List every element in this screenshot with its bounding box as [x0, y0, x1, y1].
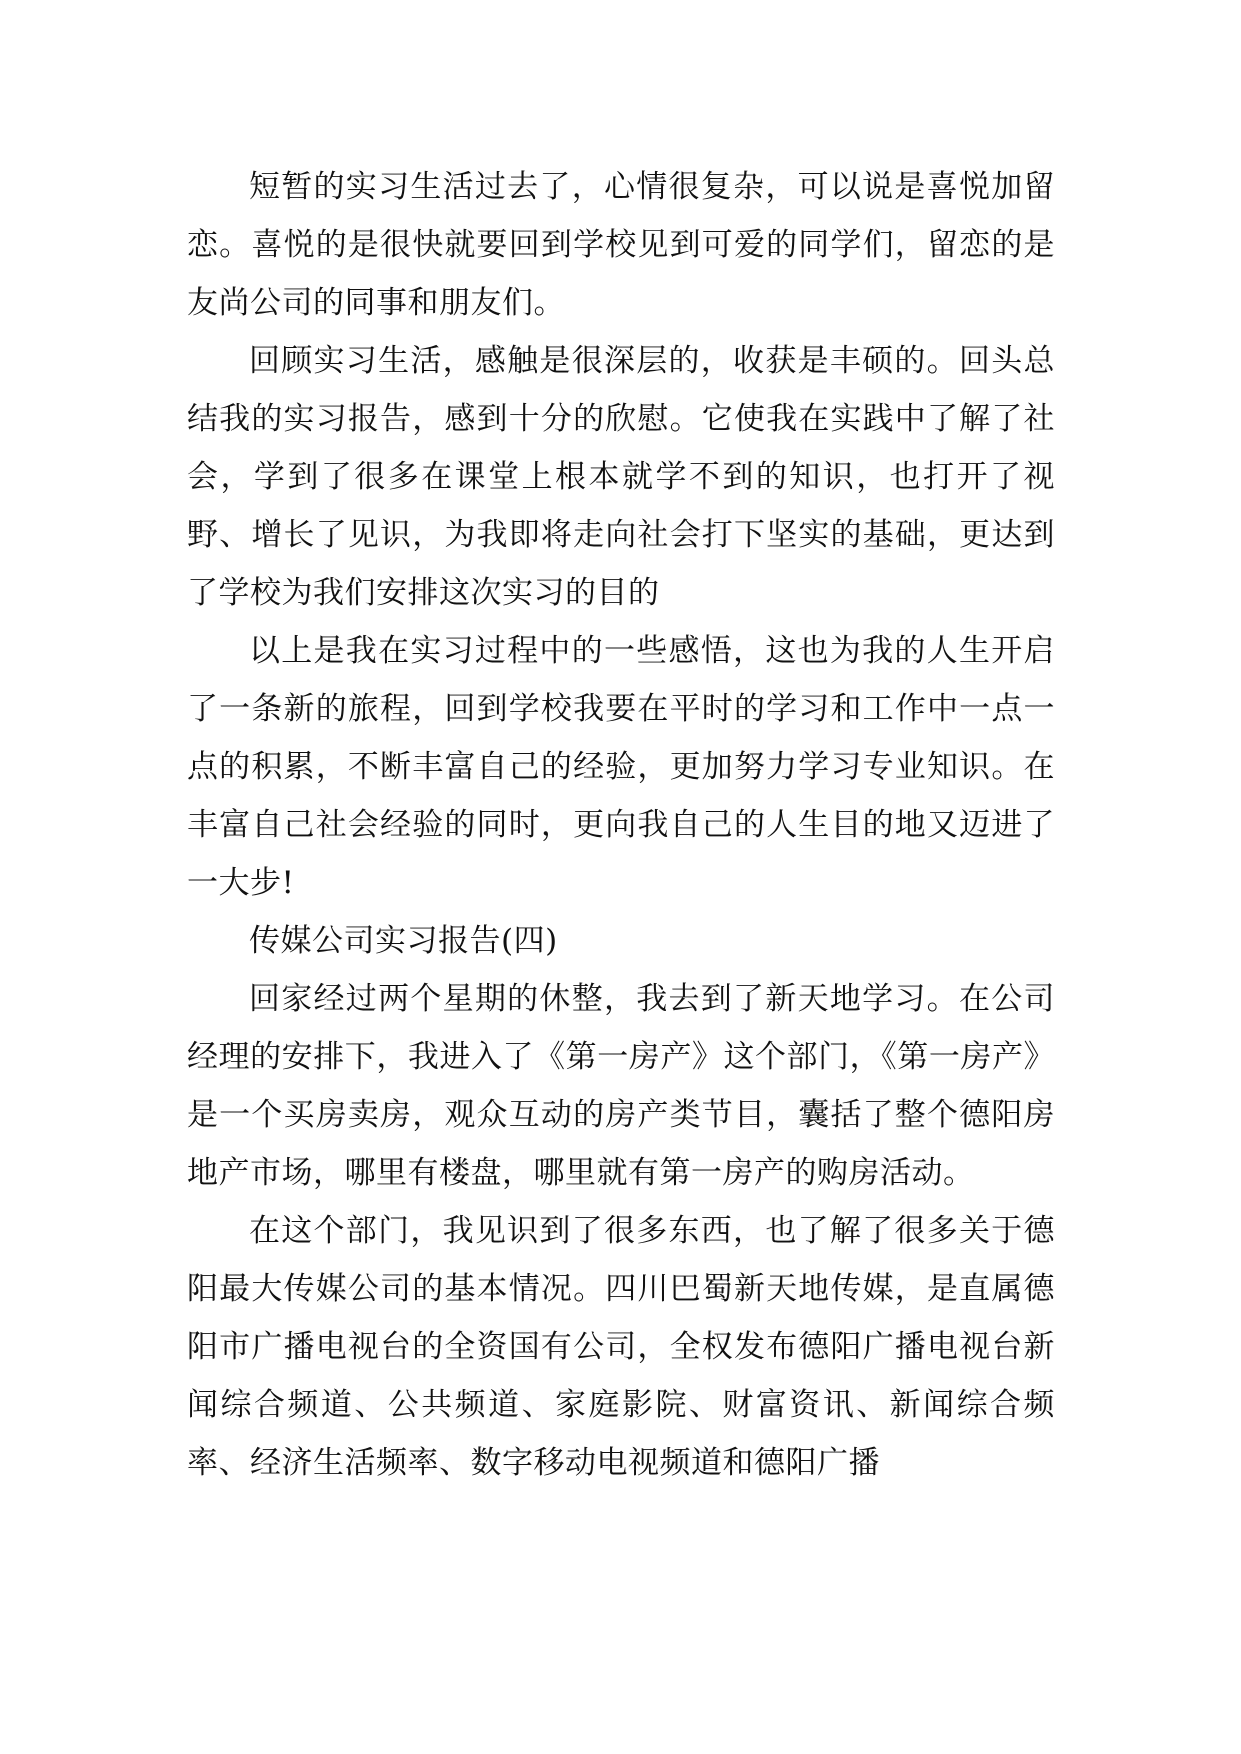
document-body	[187, 158, 1055, 1492]
paragraph-company-info: 在这个部门，我见识到了很多东西，也了解了很多关于德阳最大传媒公司的基本情况。四川巴蜀新天地传媒，是直属德阳市广播电视台的全资国有公司，全权发布德阳广播电视台新闻综合频道、公共频道、家庭影院、财富资讯、新闻综合频率、经济生活频率、数字移动电视频道和德阳广播	[187, 1213, 1055, 1481]
paragraph-internship-end: 短暂的实习生活过去了，心情很复杂，可以说是喜悦加留恋。喜悦的是很快就要回到学校见到可爱的同学们，留恋的是友尚公司的同事和朋友们。	[187, 169, 1055, 321]
section-heading: 传媒公司实习报告(四)	[249, 923, 558, 959]
paragraph-reflection: 以上是我在实习过程中的一些感悟，这也为我的人生开启了一条新的旅程，回到学校我要在平时的学习和工作中一点一点的积累，不断丰富自己的经验，更加努力学习专业知识。在丰富自己社会经验的同时，更向我自己的人生目的地又迈进了一大步!	[187, 633, 1055, 901]
paragraph-new-department: 回家经过两个星期的休整，我去到了新天地学习。在公司经理的安排下，我进入了《第一房产》这个部门，《第一房产》是一个买房卖房，观众互动的房产类节目，囊括了整个德阳房地产市场，哪里有楼盘，哪里就有第一房产的购房活动。	[187, 981, 1055, 1191]
paragraph-review: 回顾实习生活，感触是很深层的，收获是丰硕的。回头总结我的实习报告，感到十分的欣慰。它使我在实践中了解了社会，学到了很多在课堂上根本就学不到的知识，也打开了视野、增长了见识，为我即将走向社会打下坚实的基础，更达到了学校为我们安排这次实习的目的	[187, 343, 1055, 611]
